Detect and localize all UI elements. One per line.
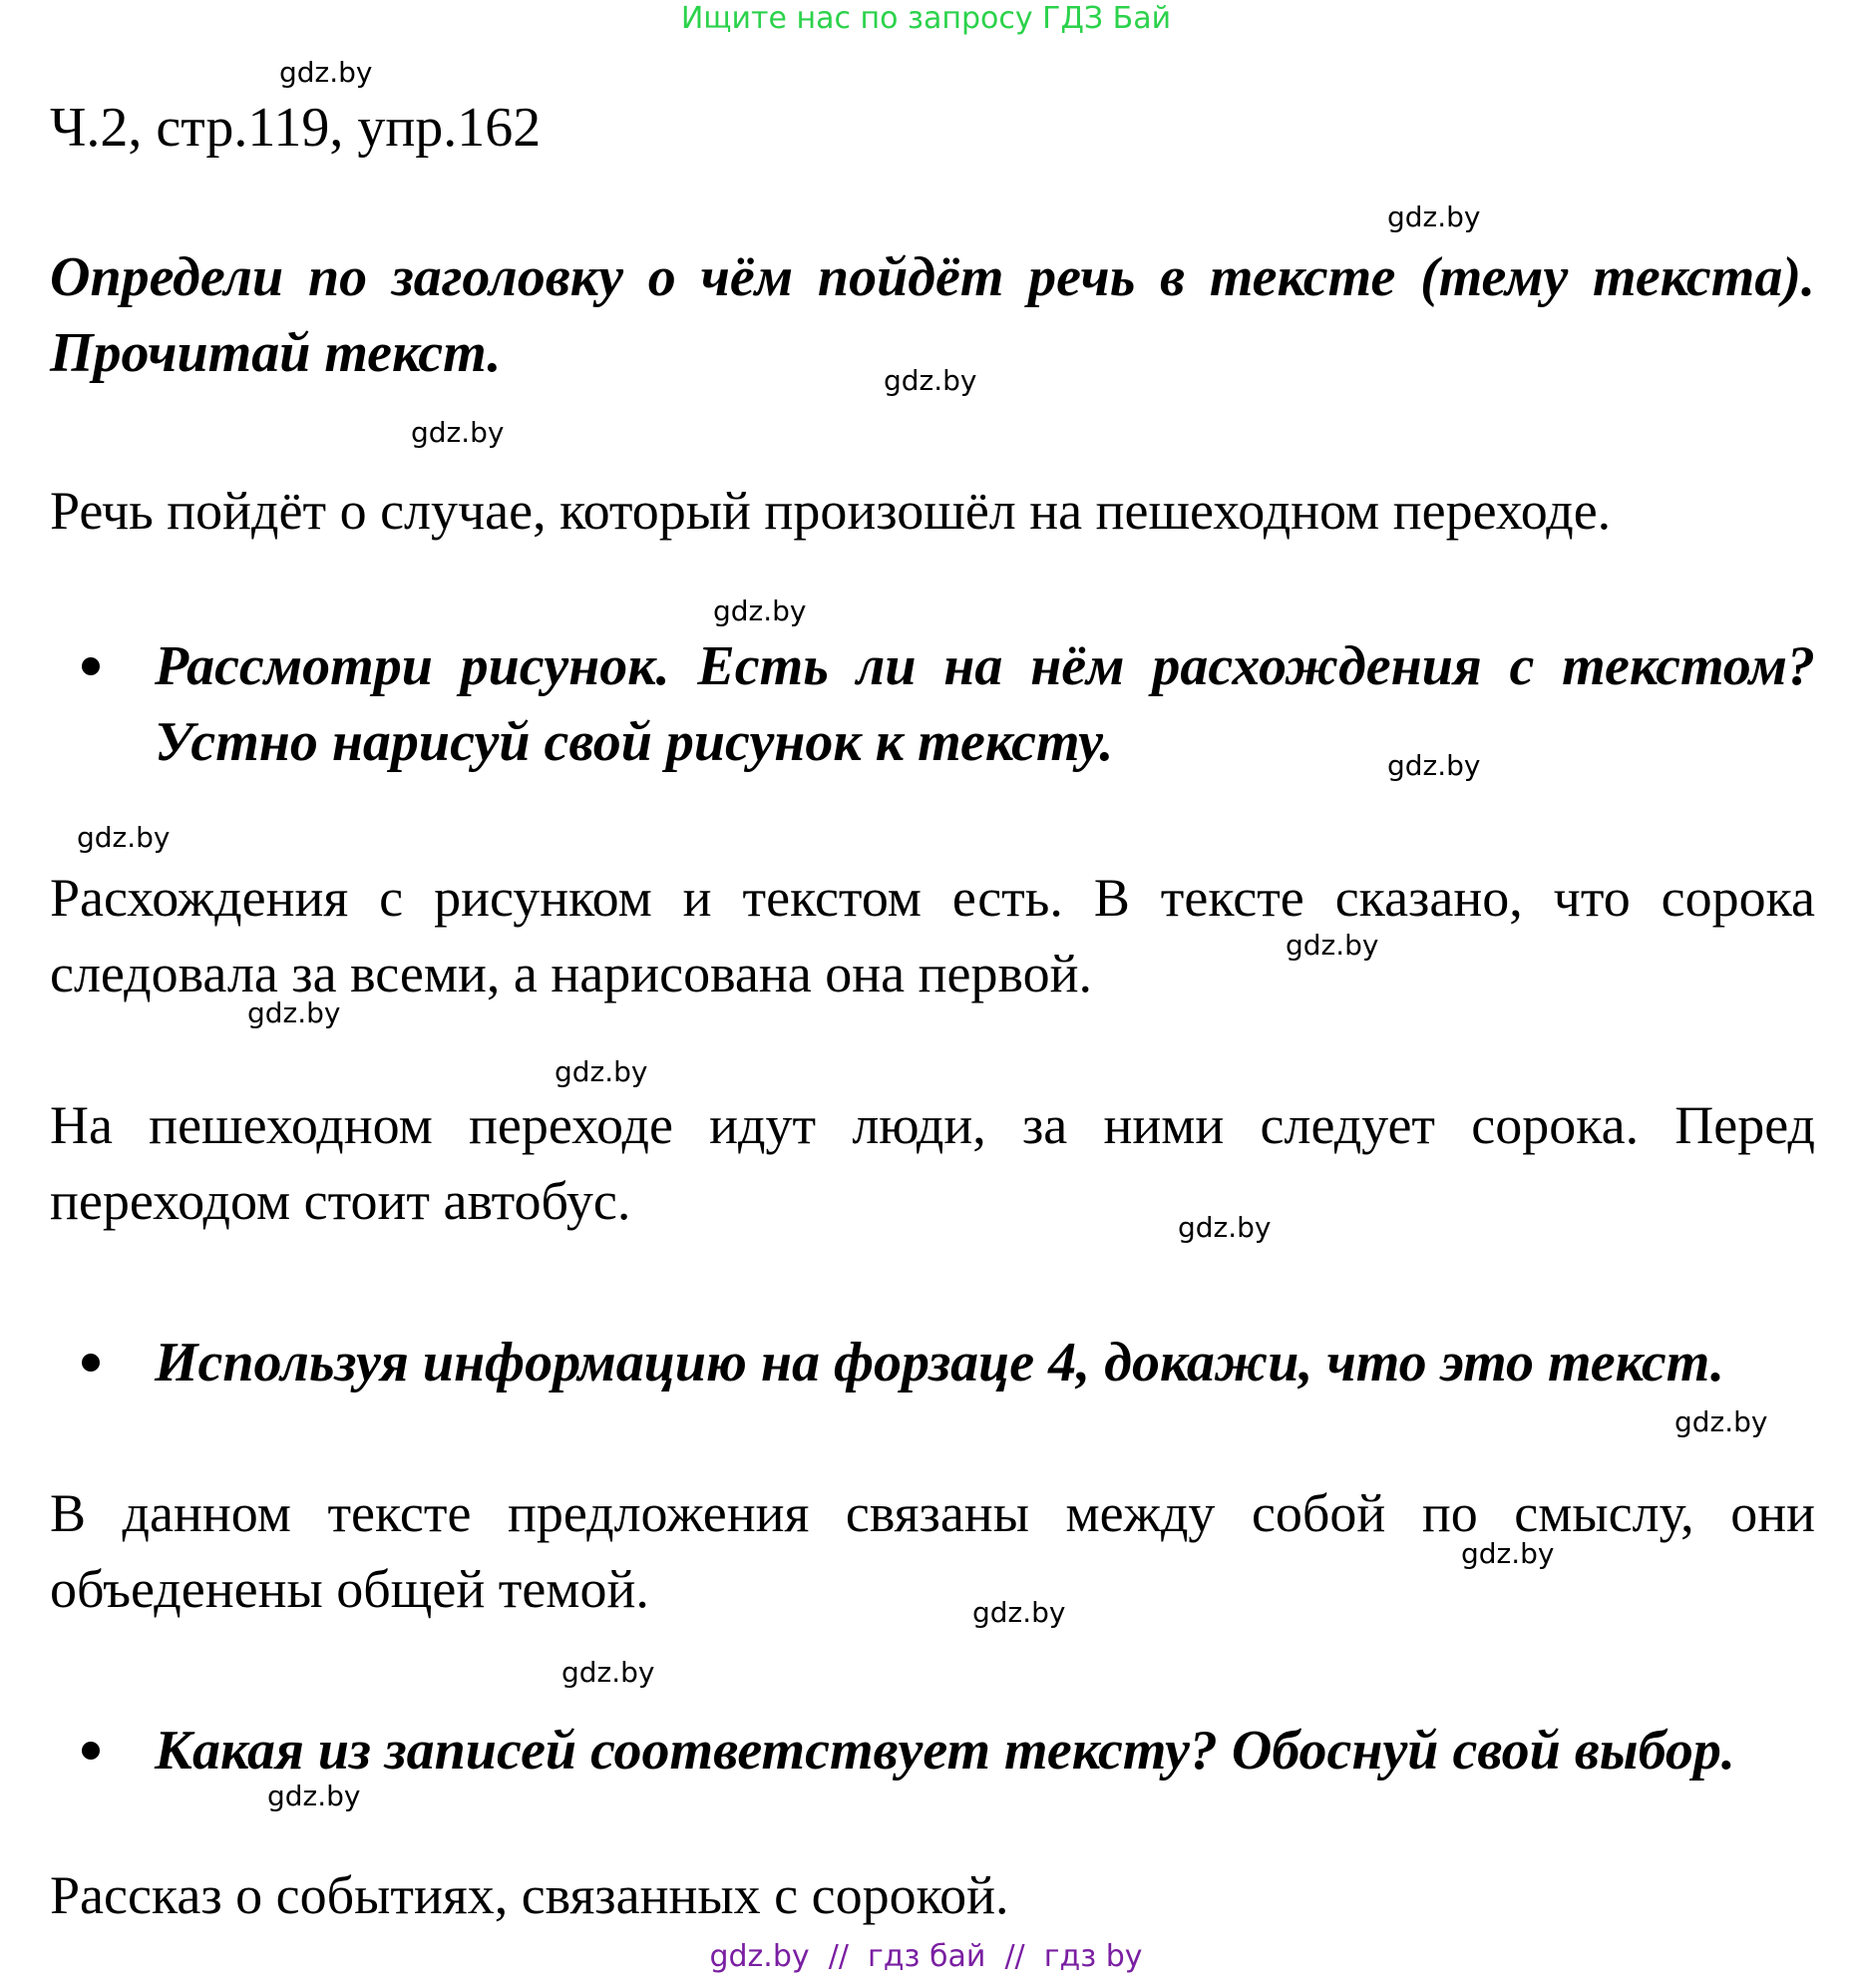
- watermark: gdz.by: [1286, 929, 1379, 962]
- footer-links: gdz.by // гдз бай // гдз by: [709, 1939, 1143, 1974]
- watermark: gdz.by: [1387, 200, 1481, 233]
- answer-1: Речь пойдёт о случае, который произошёл на пешеходном переходе.: [50, 481, 1612, 541]
- watermark: gdz.by: [267, 1780, 361, 1812]
- watermark: gdz.by: [77, 821, 171, 854]
- watermark: gdz.by: [972, 1596, 1066, 1629]
- watermark: gdz.by: [713, 595, 807, 627]
- watermark: gdz.by: [1461, 1537, 1555, 1570]
- watermark: gdz.by: [411, 416, 505, 449]
- task-3: Используя информацию на форзаце 4, докажи, что это текст.: [155, 1332, 1724, 1393]
- answer-2b: На пешеходном переходе идут люди, за ними следует сорока. Перед переходом стоит автобус.: [50, 1095, 1815, 1231]
- answer-4: Рассказ о событиях, связанных с сорокой.: [50, 1865, 1009, 1925]
- answer-2a: Расхождения с рисунком и текстом есть. В тексте сказано, что сорока следовала за всеми, а нарисована она первой.: [50, 868, 1815, 1003]
- bullet-icon: [82, 1742, 100, 1760]
- answer-3: В данном тексте предложения связаны между собой по смыслу, они объеденены общей темой.: [50, 1483, 1815, 1619]
- task-1: Определи по заголовку о чём пойдёт речь в тексте (тему текста). Прочитай текст.: [50, 246, 1815, 384]
- watermark: gdz.by: [555, 1055, 648, 1088]
- watermark: gdz.by: [279, 56, 373, 89]
- page-title: Ч.2, стр.119, упр.162: [50, 97, 542, 159]
- watermark: gdz.by: [1674, 1405, 1768, 1438]
- watermark: gdz.by: [247, 996, 341, 1029]
- top-banner: Ищите нас по запросу ГДЗ Бай: [680, 1, 1172, 36]
- task-4: Какая из записей соответствует тексту? Обоснуй свой выбор.: [155, 1720, 1735, 1782]
- watermark: gdz.by: [1387, 749, 1481, 782]
- watermark: gdz.by: [561, 1656, 655, 1689]
- bullet-icon: [82, 1354, 100, 1372]
- bullet-icon: [82, 657, 100, 675]
- watermark: gdz.by: [884, 364, 977, 397]
- task-2: Рассмотри рисунок. Есть ли на нём расхождения с текстом? Устно нарисуй свой рисунок к тексту.: [155, 635, 1815, 773]
- watermark: gdz.by: [1178, 1211, 1272, 1244]
